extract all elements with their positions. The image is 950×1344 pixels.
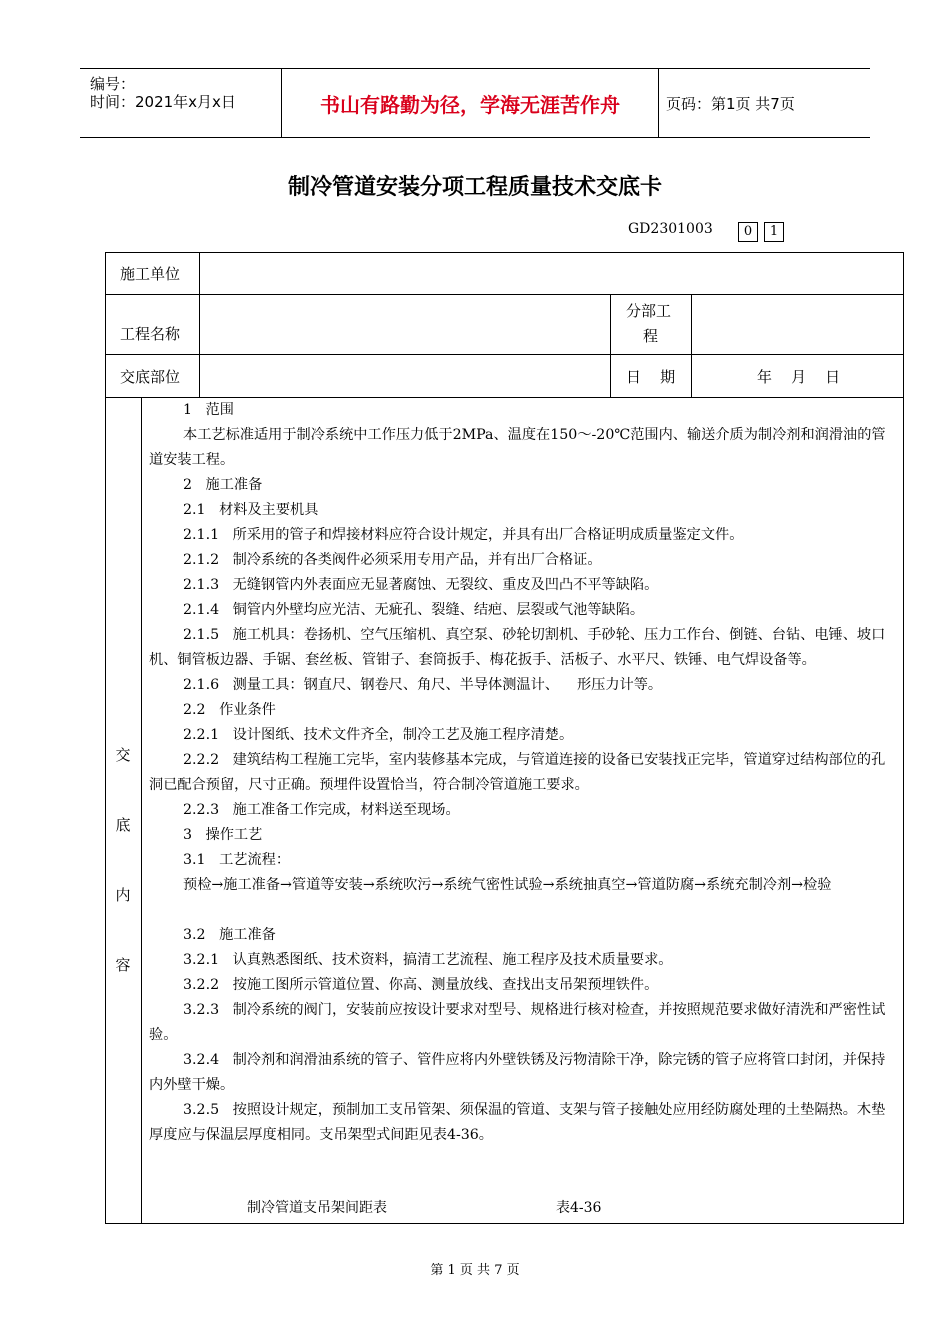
document-header [80,68,870,138]
content-paragraph: 2.2.2 建筑结构工程施工完毕，室内装修基本完成，与管道连接的设备已安装找正完毕，管道穿过结构部位的孔洞已配合预留，尺寸正确。预埋件设置恰当，符合制冷管道施工要求。 [149,752,886,793]
content-paragraph: 3.2.3 制冷系统的阀门，安装前应按设计要求对型号、规格进行核对检查，并按照规范要求做好清洗和严密性试验。 [149,1002,886,1043]
content-paragraph: 2.1.6 测量工具：钢直尺、钢卷尺、角尺、半导体测温计、 形压力计等。 [183,677,663,693]
project-label: 工程名称 [120,325,181,343]
code-box-2: 1 [764,222,784,242]
date-value: 年 月 日 [757,368,841,386]
side-label-3: 内 [115,886,131,904]
content-paragraph: 2.2.3 施工准备工作完成，材料送至现场。 [183,802,460,818]
col-divider [141,397,142,1224]
content-paragraph: 本工艺标准适用于制冷系统中工作压力低于2MPa、温度在150～-20℃范围内、输送介质为制冷剂和润滑油的管道安装工程。 [149,427,886,468]
content-paragraph: 2.1.1 所采用的管子和焊接材料应符合设计规定，并具有出厂合格证明成质量鉴定文件。 [183,527,744,543]
table-number: 表4-36 [556,1200,602,1216]
doc-code: GD2301003 [628,221,713,237]
content-paragraph: 3.2.4 制冷剂和润滑油系统的管子、管件应将内外壁铁锈及污物清除干净，除完锈的管子应将管口封闭，并保持内外壁干燥。 [149,1052,886,1093]
content-paragraph: 3 操作工艺 [183,827,263,843]
page-footer: 第 1 页 共 7 页 [430,1263,520,1278]
disclosure-content [149,398,897,1148]
content-paragraph: 2.2 作业条件 [183,702,276,718]
content-paragraph: 2.2.1 设计图纸、技术文件齐全，制冷工艺及施工程序清楚。 [183,727,574,743]
content-paragraph: 3.2.5 按照设计规定，预制加工支吊管架、须保温的管道、支架与管子接触处应用经防腐处理的土垫隔热。木垫厚度应与保温层厚度相同。支吊架型式间距见表4-36。 [149,1102,886,1143]
content-paragraph: 1 范围 [183,402,234,418]
content-paragraph: 3.1 工艺流程： [183,852,291,868]
division-label-1: 分部工 [626,302,672,320]
side-label-4: 容 [115,956,131,974]
side-label-1: 交 [115,746,131,764]
content-paragraph: 2.1.2 制冷系统的各类阀件必须采用专用产品，并有出厂合格证。 [183,552,602,568]
number-label: 编号： [90,75,136,93]
date-label: 时间：2021年x月x日 [90,93,236,111]
division-label-2: 程 [643,327,659,345]
header-page-cell [658,69,870,137]
content-paragraph: 预检→施工准备→管道等安装→系统吹污→系统气密性试验→系统抽真空→管道防腐→系统充制冷剂→检验 [183,877,832,893]
row-divider [105,294,904,295]
document-title: 制冷管道安装分项工程质量技术交底卡 [287,175,662,200]
col-divider [199,252,200,397]
part-label: 交底部位 [120,368,181,386]
content-paragraph [149,898,897,923]
col-divider [691,294,692,397]
content-paragraph: 3.2.2 按施工图所示管道位置、你高、测量放线、查找出支吊架预埋铁件。 [183,977,659,993]
motto: 书山有路勤为径，学海无涯苦作舟 [320,92,620,117]
header-motto-cell [281,69,659,137]
header-meta-cell [80,69,280,137]
page-info: 页码：第1页 共7页 [666,94,795,113]
content-paragraph: 3.2.1 认真熟悉图纸、技术资料，搞清工艺流程、施工程序及技术质量要求。 [183,952,673,968]
date-field-label: 日 期 [626,368,676,386]
col-divider [610,294,611,397]
side-label-2: 底 [115,816,131,834]
content-paragraph: 2 施工准备 [183,477,263,493]
content-paragraph: 2.1.3 无缝钢管内外表面应无显著腐蚀、无裂纹、重皮及凹凸不平等缺陷。 [183,577,659,593]
content-paragraph: 3.2 施工准备 [183,927,276,943]
table-caption: 制冷管道支吊架间距表 [247,1200,387,1216]
code-box-1: 0 [738,222,758,242]
unit-label: 施工单位 [120,265,181,283]
content-paragraph: 2.1 材料及主要机具 [183,502,319,518]
content-paragraph: 2.1.4 铜管内外壁均应光洁、无疵孔、裂缝、结疤、层裂或气池等缺陷。 [183,602,645,618]
content-paragraph: 2.1.5 施工机具：卷扬机、空气压缩机、真空泵、砂轮切割机、手砂轮、压力工作台、倒链、台钻、电锤、坡口机、铜管板边器、手锯、套丝板、管钳子、套筒扳手、梅花扳手、活板子、水平尺、铁锤、电气焊设备等。 [149,627,886,668]
row-divider [105,354,904,355]
